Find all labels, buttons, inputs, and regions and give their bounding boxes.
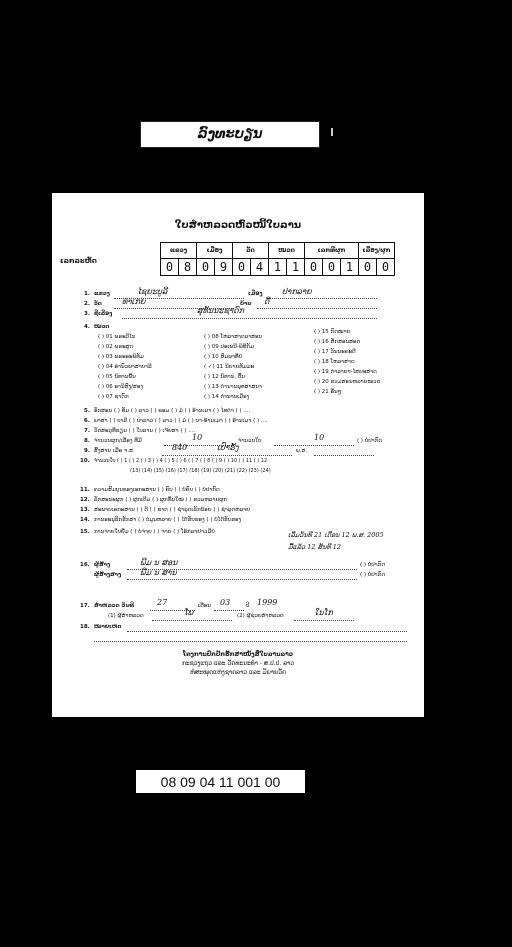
province-value: ໄຊຍະບູລີ [137,287,168,296]
footer-line-3: ຫໍສະໝຸດແຫ່ງຊາດລາວ ແລະ ມິຍາຍວັດ [189,669,287,676]
leaf-count-unknown: ( ) ບໍ່ປາກົດ [357,438,382,444]
bottom-code-label: 08 09 04 11 001 00 [136,770,305,793]
category-option: ( ) 21 ອື່ນໆ [314,389,342,395]
category-option: ( ) 19 ກຳລາຍາ-ໄສຍະສາດ [314,369,377,375]
category-label: ໝວດ [94,324,110,330]
village-label: ບ້ານ [240,301,252,307]
survey-month-label: ເດືອນ [198,603,211,609]
code-table [160,242,395,276]
assistant-signature: ໃນໂກ [314,608,333,617]
code-digit: 0 [305,259,323,276]
code-digit: 0 [377,259,395,276]
code-header: ເລືອງ/ຜູກ [359,243,395,259]
category-option: ( ✓) 11 ນິຍາຍທັມມະ [204,364,255,370]
material-row: ວັດສະດຸທີ່ຂຽນ ( ) ໃບລານ ( ) ເຈ້ຍສາ ( ) .... [94,428,196,434]
code-digit: 0 [323,259,341,276]
category-option: ( ) 15 ກົດໝາຍ [314,329,351,335]
copyist-unknown: ( ) ບໍ່ປາກົດ [360,562,385,568]
category-option: ( ) 12 ນິທານ, ຕົ້ນ [204,374,246,380]
category-option: ( ) 10 ສົມພາທື່ປໍ [204,354,243,360]
code-header: ແຂວງ [161,243,197,259]
leaf-numbering-row-2: (13) (14) (15) (16) (17) (18) (19) (20) (21) (22) (23) (24) [130,468,271,474]
divider-mark [331,128,333,136]
register-label: ລົງທະບຽນ [140,121,320,148]
cs-year-value: 840 [172,443,188,452]
footer-line-1: ໂຄງການປົກປັກຮັກສາໜັງສືໃບລານລາວ [182,651,294,658]
survey-day: 27 [157,598,168,607]
category-option: ( ) 04 ອຳນົວພາສາບາລີ [98,364,152,370]
survey-year: 1999 [257,598,278,607]
be-year-label: ພ.ສ. [296,448,308,454]
code-digit: 0 [359,259,377,276]
footer-line-2: ກະຊວງແຖວ ແລະ ວັດທະນະທຳ - ສ.ປ.ປ. ລາວ [181,660,295,667]
condition-row: ສະພາບເອກະສານ ( ) ດີ ( ) ຂາດ ( ) ຊຳລຸດເລັກນ້ອຍ ( ) ຊຳລຸດຫລາຍ [94,507,250,513]
conservation-row: ການອະນຸລັກຮັກສາ ( ) ບໍ່ມູນຫລາຍ ( ) ໄດ້ຮັບຮອງ ( ) ບໍ່ໄດ້ຮັບຮອງ [94,517,242,523]
district-label: ເມືອງ [248,291,263,297]
category-option: ( ) 20 ຮວມສອນຫລາຍໝວດ [314,379,381,385]
leaf-numbering-row: ຈຳນວນໃບ ( ) 1 ( ) 2 ( ) 3 ( ) 4 ( ) 5 ( ) 6 ( ) 7 ( ) 8 ( ) 9 ( ) 10 ( ) 11 ( ) 12 [94,458,268,464]
code-digit: 1 [341,259,359,276]
row-number: 2. [84,301,90,307]
fascicle-count-label: ຈຳນວນຜູກ/ເລື່ອງ ທີ່ມີ [94,438,142,444]
sponsor-label: ຜູ້ສ້າງສາງ [94,572,122,578]
category-option: ( ) 16 ສັກສອນສອດ [314,339,361,345]
lending-row: ການຈ່າຍໃບຢື່ມ ( ) ບໍ່ຈ່າຍ ( ) ຈ່າຍ ( ) ໂອ້ກໍລາຢາວມືບໍ່ [94,529,215,535]
code-digit: 1 [287,259,305,276]
assistant-label: (2) ຜູ້ຊ່ວຍສຳຫລວດ [237,613,284,619]
code-header: ວັດ [233,243,269,259]
category-option: ( ) 02 ພຣະສູດ [98,344,134,350]
surveyor-label: (1) ຜູ້ສຳຫລວດ [108,613,144,619]
row-number: 1. [84,291,90,297]
copyist-label: ຜູ້ສ້າງ [94,562,111,568]
category-option: ( ) 14 ຕຳນານເມືອງ [204,394,250,400]
code-digit: 9 [215,259,233,276]
survey-year-label: ປີ [246,603,250,609]
start-date: ເລີ່ມວັນທີ 21 ເດືອນ 12 ພ.ສ. 2005 [288,531,384,539]
code-header: ໝວດ [269,243,305,259]
category-option: ( ) 03 ພຣະອະພິທັມ [98,354,144,360]
code-digit: 0 [233,259,251,276]
code-digit: 0 [161,259,179,276]
code-digit: 8 [179,259,197,276]
story-title-value: ສຸທັນນະຊາດົກ [197,306,244,315]
language-row: ພາສາ ( ) ບາລີ ( ) ບາລາວ ( ) ລາວ ( ) ມໍ່ ( ) ບາ-ອ້ານເມາ ( ) ອ້ານເມາ ( ) .... [94,418,268,424]
category-option: ( ) 07 ຊາດົກ [98,394,129,400]
story-title-label: ຊື່ເລື່ອງ [94,311,113,317]
province-label: ແຂວງ [94,291,110,297]
year-note-value: ເປົາຮັ້ງ [217,443,239,452]
row-number: 3. [84,311,90,317]
form-title: ໃບສຳຫລວດຫົວໜີ້ໃບລານ [174,220,302,231]
completeness-row: ຄວາມສົມບູນຂອງເອກະສານ ( ) ຄົບ ( ) ບໍ່ຄົບ ( ) ບໍ່ປາກົດ [94,487,220,493]
survey-month: 03 [220,598,231,607]
temple-label: ວັດ [94,301,102,307]
end-date: ມື້ແລ້ວ 12 ສັນທີ 12 [288,543,342,551]
temple-value: ທ່າເກຍ [122,297,146,306]
code-digit: 1 [269,259,287,276]
code-header: ເລກທີຜູກ [305,243,359,259]
surveyor-signature: ໂພ [184,608,194,617]
code-label: ເລກລະຫັດ [60,257,97,265]
year-label: ສົ້ງສານ ເມື່ອ ຈ.ສ. [94,448,135,454]
fascicle-count-value: 10 [192,433,203,442]
sponsor-value: ພີມ ນ ສານ [140,568,177,577]
district-value: ປາກລາຍ [282,287,312,296]
script-row: ອັກສອນ ( ) ທັມ ( ) ລາວ ( ) ຂອມ ( ) ມໍ່ ( ) ອ້ານເມາ ( ) ໄທດຳ ( ) .... [94,408,251,414]
category-option: ( ) 09 ປະເພນີ-ພິທີກັມ [204,344,254,350]
code-header: ເມືອງ [197,243,233,259]
category-option: ( ) 06 ອານິສົງ/ສອງ [98,384,143,390]
category-option: ( ) 18 ໂຫລາສາດ [314,359,355,365]
category-option: ( ) 05 ນິທານພື້ນ [98,374,136,380]
copyist-value: ພີມ ນ ສອນ [140,558,178,567]
leaf-count-value: 10 [314,433,325,442]
code-digit: 4 [251,259,269,276]
manuscript-form: ໃບສຳຫລວດຫົວໜີ້ໃບລານ ເລກລະຫັດ ແຂວງ ເມືອງ ວັດ ໝວດ ເລກທີຜູກ ເລືອງ/ຜູກ 0 8 0 9 0 4 1 1 0 0 1 0 0 1. ແຂວງ ໄຊຍະບູລີ ເມືອງ ປາກລາຍ 2. ວັດ ທ່າເກຍ ບ້ານ ດີ 3. ຊື່ເລື່ອງ ສຸທັນນະຊາດົກ 4. ໝວດ ( ) 01 ພຣະວີໄນ ( ) 02 ພຣະສູດ ( ) 03 ພຣະອະພິທັມ ( ) 04 ອຳນົວພາສາບາລີ ( ) 05 ນິທານພື້ນ ( ) 06 ອານິສົງ/ສອງ ( ) 07 ຊາດົກ ( ) 08 ໂຫລາສາດລາສອນ ( ) 09 ປະເພນີ-ພິທີກັມ ( ) 10 ສົມພາທື່ປໍ ( ✓) 11 ນິຍາຍທັມມະ ( ) 12 ນິທານ, ຕົ້ນ ( ) 13 ຕຳນານພຸທສາສນາ ( ) 14 ຕຳນານເມືອງ ( ) 15 ກົດໝາຍ ( ) 16 ສັກສອນສອດ ( ) 17 ວັນນະຄະດີ ( ) 18 ໂຫລາສາດ ( ) 19 ກຳລາຍາ-ໄສຍະສາດ ( ) 20 ຮວມສອນຫລາຍໝວດ ( ) 21 ອື່ນໆ 5. ອັກສອນ ( ) ທັມ ( ) ລາວ ( ) ຂອມ ( ) ມໍ່ ( ) ອ້ານເມາ ( ) ໄທດຳ ( ) .... 6. ພາສາ ( ) ບາລີ ( ) ບາລາວ ( ) ລາວ ( ) ມໍ່ ( ) ບາ-ອ້ານເມາ ( ) ອ້ານເມາ ( ) .... 7. ວັດສະດຸທີ່ຂຽນ ( ) ໃບລານ ( ) ເຈ້ຍສາ ( ) .... 8. ຈຳນວນຜູກ/ເລື່ອງ ທີ່ມີ 10 ຈຳນວນໃບ 10 ( ) ບໍ່ປາກົດ 9. ສົ້ງສານ ເມື່ອ ຈ.ສ. 840 ເປົາຮັ້ງ ພ.ສ. 10. ຈຳນວນໃບ ( ) 1 ( ) 2 ( ) 3 ( ) 4 ( ) 5 ( ) 6 ( ) 7 ( ) 8 ( ) 9 ( ) 10 ( ) 11 ( ) 12 (13) (14) (15) (16) (17) (18) (19) (20) (21) (22) (23) (24) 11. ຄວາມສົມບູນຂອງເອກະສານ ( ) ຄົບ ( ) ບໍ່ຄົບ ( ) ບໍ່ປາກົດ 12. ລັກສະນະຜູກ ( ) ຜູກເດີມ ( ) ຜູກຂຶ້ນໃໝ່ ( ) ຮວມຫລາຍຜູກ 13. ສະພາບເອກະສານ ( ) ດີ ( ) ຂາດ ( ) ຊຳລຸດເລັກນ້ອຍ ( ) ຊຳລຸດຫລາຍ 14. ການອະນຸລັກຮັກສາ ( ) ບໍ່ມູນຫລາຍ ( ) ໄດ້ຮັບຮອງ ( ) ບໍ່ໄດ້ຮັບຮອງ 15. ການຈ່າຍໃບຢື່ມ ( ) ບໍ່ຈ່າຍ ( ) ຈ່າຍ ( ) ໂອ້ກໍລາຢາວມືບໍ່ ເລີ່ມວັນທີ 21 ເດືອນ 12 ພ.ສ. 2005 ມື້ແລ້ວ 12 ສັນທີ 12 16. ຜູ້ສ້າງ ພີມ ນ ສອນ ( ) ບໍ່ປາກົດ ຜູ້ສ້າງສາງ ພີມ ນ ສານ ( ) ບໍ່ປາກົດ 17. ສຳຫລວດ ວັນທີ 27 ເດືອນ 03 ປີ 1999 (1) ຜູ້ສຳຫລວດ ໂພ (2) ຜູ້ຊ່ວຍສຳຫລວດ ໃນໂກ 18. ໝາຍເຫດ ໂຄງການປົກປັກຮັກສາໜັງສືໃບລານລາວ ກະຊວງແຖວ ແລະ ວັດທະນະທຳ - ສ.ປ.ປ. ລາວ ຫໍສະໝຸດແຫ່ງຊາດລາວ ແລະ ມິຍາຍວັດ [52,193,424,717]
category-option: ( ) 08 ໂຫລາສາດລາສອນ [204,334,263,340]
fascicle-type-row: ລັກສະນະຜູກ ( ) ຜູກເດີມ ( ) ຜູກຂຶ້ນໃໝ່ ( ) ຮວມຫລາຍຜູກ [94,497,228,503]
category-option: ( ) 01 ພຣະວີໄນ [98,334,136,340]
survey-date-label: ສຳຫລວດ ວັນທີ [94,603,134,609]
sponsor-unknown: ( ) ບໍ່ປາກົດ [360,572,385,578]
category-option: ( ) 17 ວັນນະຄະດີ [314,349,356,355]
village-value: ດີ [264,297,270,306]
notes-label: ໝາຍເຫດ [94,624,122,630]
code-digit: 0 [197,259,215,276]
leaf-count-label: ຈຳນວນໃບ [238,438,262,444]
category-option: ( ) 13 ຕຳນານພຸທສາສນາ [204,384,262,390]
